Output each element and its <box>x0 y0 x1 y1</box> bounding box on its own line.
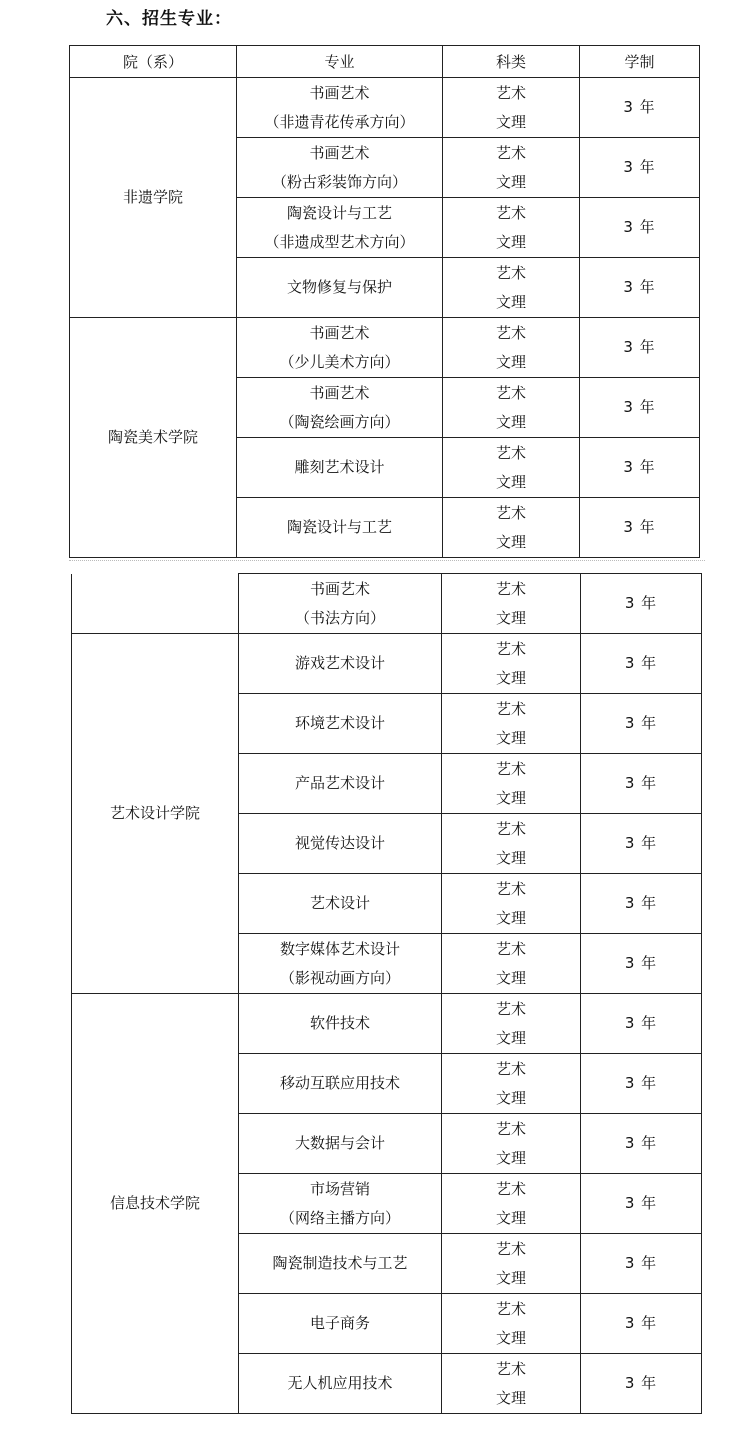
header-major: 专业 <box>237 46 443 78</box>
college-cell: 非遗学院 <box>70 78 237 318</box>
header-college: 院（系） <box>70 46 237 78</box>
category-line: 文理 <box>495 908 526 927</box>
major-cell <box>239 1234 442 1294</box>
major-line: 书画艺术 <box>309 323 370 342</box>
major-cell <box>237 498 443 558</box>
table-row <box>70 318 700 378</box>
major-cell <box>239 1174 442 1234</box>
category-cell <box>443 438 580 498</box>
major-cell <box>239 574 442 634</box>
category-cell <box>442 634 581 694</box>
major-line: （非遗成型艺术方向） <box>264 232 415 251</box>
category-cell <box>442 874 581 934</box>
major-cell <box>239 1354 442 1414</box>
duration-cell: 3 年 <box>581 1054 702 1114</box>
major-line: 雕刻艺术设计 <box>294 458 385 476</box>
category-line: 艺术 <box>495 639 526 658</box>
major-cell <box>239 1054 442 1114</box>
category-line: 艺术 <box>495 443 526 462</box>
header-duration: 学制 <box>580 46 700 78</box>
table-row <box>72 634 702 694</box>
major-line: 环境艺术设计 <box>294 714 385 732</box>
major-line: 游戏艺术设计 <box>294 654 385 672</box>
category-cell <box>442 814 581 874</box>
major-line: 书画艺术 <box>309 143 370 162</box>
major-cell <box>237 78 443 138</box>
category-line: 艺术 <box>495 383 526 402</box>
category-cell <box>443 138 580 198</box>
major-line: 电子商务 <box>309 1314 370 1332</box>
major-line: （陶瓷绘画方向） <box>279 412 400 431</box>
category-cell <box>443 198 580 258</box>
header-category: 科类 <box>443 46 580 78</box>
major-line: 无人机应用技术 <box>287 1374 393 1392</box>
category-line: 艺术 <box>495 759 526 778</box>
category-line: 艺术 <box>495 1179 526 1198</box>
duration-cell: 3 年 <box>581 1354 702 1414</box>
major-cell <box>239 1114 442 1174</box>
duration-cell: 3 年 <box>580 78 700 138</box>
college-cell: 信息技术学院 <box>72 994 239 1414</box>
major-line: 数字媒体艺术设计 <box>279 939 400 958</box>
category-line: 艺术 <box>495 879 526 898</box>
major-line: 移动互联应用技术 <box>279 1074 400 1092</box>
major-line: （少儿美术方向） <box>279 352 400 371</box>
category-cell <box>442 1294 581 1354</box>
category-line: 文理 <box>495 1148 526 1167</box>
duration-cell: 3 年 <box>581 754 702 814</box>
category-line: 艺术 <box>495 1359 526 1378</box>
major-cell <box>237 258 443 318</box>
major-line: 陶瓷设计与工艺 <box>286 518 392 536</box>
duration-cell: 3 年 <box>581 874 702 934</box>
major-cell <box>239 754 442 814</box>
duration-cell: 3 年 <box>581 934 702 994</box>
category-line: 文理 <box>495 232 526 251</box>
duration-cell: 3 年 <box>581 694 702 754</box>
major-cell <box>237 198 443 258</box>
major-cell <box>239 814 442 874</box>
major-line: 书画艺术 <box>309 83 370 102</box>
category-line: 文理 <box>495 412 526 431</box>
duration-cell: 3 年 <box>580 138 700 198</box>
category-cell <box>442 1114 581 1174</box>
category-line: 文理 <box>495 608 526 627</box>
category-line: 艺术 <box>495 503 526 522</box>
category-line: 艺术 <box>495 323 526 342</box>
category-line: 文理 <box>495 1208 526 1227</box>
category-line: 文理 <box>495 968 526 987</box>
major-line: 市场营销 <box>309 1179 370 1198</box>
header-row <box>70 46 700 78</box>
category-line: 艺术 <box>495 999 526 1018</box>
category-cell <box>442 1174 581 1234</box>
major-cell <box>239 694 442 754</box>
duration-cell: 3 年 <box>581 1174 702 1234</box>
majors-table-part1 <box>69 45 700 558</box>
category-line: 艺术 <box>495 1119 526 1138</box>
major-line: 艺术设计 <box>309 894 370 912</box>
category-cell <box>442 1234 581 1294</box>
category-line: 文理 <box>495 172 526 191</box>
college-cell: 陶瓷美术学院 <box>70 318 237 558</box>
category-line: 艺术 <box>495 1239 526 1258</box>
category-cell <box>443 378 580 438</box>
major-cell <box>237 318 443 378</box>
major-cell <box>239 634 442 694</box>
major-line: 书画艺术 <box>309 383 370 402</box>
major-cell <box>237 138 443 198</box>
duration-cell: 3 年 <box>580 318 700 378</box>
major-cell <box>239 934 442 994</box>
duration-cell: 3 年 <box>581 814 702 874</box>
category-cell <box>443 78 580 138</box>
major-cell <box>239 874 442 934</box>
major-cell <box>237 438 443 498</box>
duration-cell: 3 年 <box>581 994 702 1054</box>
category-cell <box>443 318 580 378</box>
table-row <box>72 574 702 634</box>
duration-cell: 3 年 <box>580 378 700 438</box>
category-line: 文理 <box>495 848 526 867</box>
category-line: 艺术 <box>495 143 526 162</box>
category-line: 文理 <box>495 728 526 747</box>
category-line: 文理 <box>495 292 526 311</box>
category-cell <box>442 1054 581 1114</box>
category-cell <box>442 934 581 994</box>
major-line: 视觉传达设计 <box>294 834 385 852</box>
category-cell <box>442 694 581 754</box>
category-line: 文理 <box>495 472 526 491</box>
category-line: 艺术 <box>495 819 526 838</box>
category-cell <box>443 258 580 318</box>
category-line: 文理 <box>495 788 526 807</box>
table-row <box>70 78 700 138</box>
category-line: 艺术 <box>495 699 526 718</box>
category-line: 文理 <box>495 1268 526 1287</box>
category-line: 艺术 <box>495 1059 526 1078</box>
major-line: （非遗青花传承方向） <box>264 112 415 131</box>
duration-cell: 3 年 <box>581 1234 702 1294</box>
category-line: 文理 <box>495 668 526 687</box>
category-cell <box>443 498 580 558</box>
category-line: 艺术 <box>495 939 526 958</box>
major-line: （书法方向） <box>294 608 385 627</box>
category-line: 艺术 <box>495 83 526 102</box>
duration-cell: 3 年 <box>580 438 700 498</box>
page-break-divider <box>69 560 705 561</box>
category-line: 艺术 <box>495 263 526 282</box>
major-line: （粉古彩装饰方向） <box>271 172 407 191</box>
duration-cell: 3 年 <box>581 634 702 694</box>
duration-cell: 3 年 <box>580 258 700 318</box>
section-heading: 六、招生专业： <box>106 9 232 29</box>
category-line: 艺术 <box>495 579 526 598</box>
duration-cell: 3 年 <box>581 574 702 634</box>
majors-table-part2 <box>71 573 702 1414</box>
major-line: 文物修复与保护 <box>286 278 392 296</box>
category-line: 文理 <box>495 532 526 551</box>
major-line: 软件技术 <box>309 1014 370 1032</box>
major-line: 陶瓷制造技术与工艺 <box>272 1254 408 1272</box>
duration-cell: 3 年 <box>581 1294 702 1354</box>
category-line: 艺术 <box>495 203 526 222</box>
major-cell <box>239 994 442 1054</box>
category-line: 文理 <box>495 112 526 131</box>
category-line: 艺术 <box>495 1299 526 1318</box>
category-line: 文理 <box>495 1328 526 1347</box>
category-line: 文理 <box>495 1088 526 1107</box>
category-line: 文理 <box>495 1388 526 1407</box>
major-line: （网络主播方向） <box>279 1208 400 1227</box>
major-line: 大数据与会计 <box>294 1134 385 1152</box>
category-line: 文理 <box>495 352 526 371</box>
category-line: 文理 <box>495 1028 526 1047</box>
major-line: （影视动画方向） <box>279 968 400 987</box>
table-row <box>72 994 702 1054</box>
major-line: 陶瓷设计与工艺 <box>286 203 392 222</box>
major-line: 产品艺术设计 <box>294 774 385 792</box>
duration-cell: 3 年 <box>581 1114 702 1174</box>
category-cell <box>442 574 581 634</box>
major-line: 书画艺术 <box>309 579 370 598</box>
college-cell: 艺术设计学院 <box>72 634 239 994</box>
major-cell <box>239 1294 442 1354</box>
duration-cell: 3 年 <box>580 198 700 258</box>
category-cell <box>442 754 581 814</box>
category-cell <box>442 1354 581 1414</box>
major-cell <box>237 378 443 438</box>
duration-cell: 3 年 <box>580 498 700 558</box>
college-cell <box>72 574 239 634</box>
category-cell <box>442 994 581 1054</box>
